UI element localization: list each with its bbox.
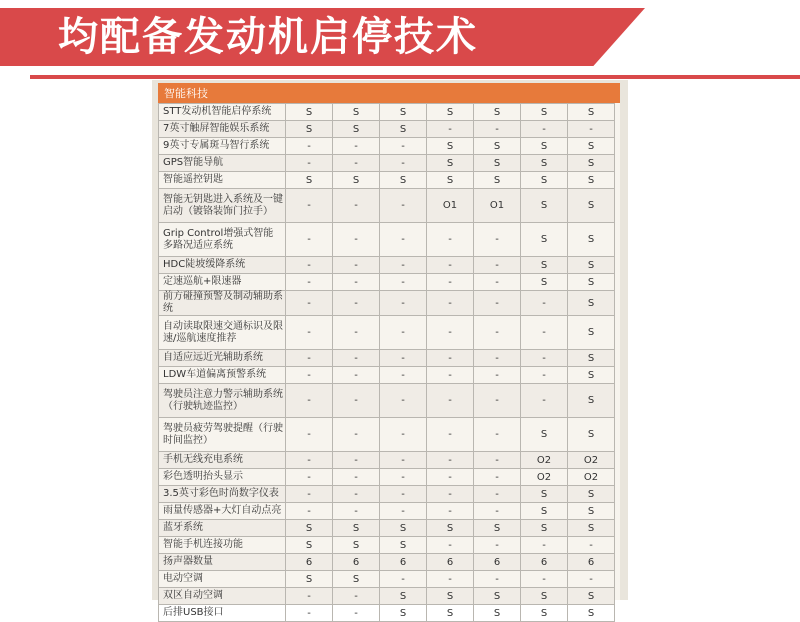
value-cell: - <box>474 503 521 520</box>
value-cell: - <box>380 138 427 155</box>
section-header <box>158 83 620 103</box>
value-cell: - <box>474 121 521 138</box>
table-row <box>159 418 615 452</box>
value-cell: - <box>380 274 427 291</box>
value-cell: - <box>333 138 380 155</box>
value-cell: - <box>427 486 474 503</box>
value-cell: S <box>521 520 568 537</box>
value-cell: - <box>380 452 427 469</box>
value-cell: S <box>568 486 615 503</box>
value-cell: S <box>521 223 568 257</box>
table-row <box>159 537 615 554</box>
feature-label: STT发动机智能启停系统 <box>163 106 272 117</box>
value-cell: - <box>333 486 380 503</box>
value-cell: S <box>568 291 615 316</box>
value-cell: - <box>474 257 521 274</box>
value-cell: - <box>474 274 521 291</box>
feature-label: 自动读取限速交通标识及限速/巡航速度推荐 <box>163 320 283 344</box>
value-cell: - <box>474 223 521 257</box>
value-cell: S <box>286 104 333 121</box>
value-cell: - <box>474 571 521 588</box>
value-cell: S <box>380 537 427 554</box>
feature-cell <box>159 486 286 503</box>
value-cell: - <box>474 486 521 503</box>
value-cell: S <box>521 155 568 172</box>
value-cell: - <box>286 384 333 418</box>
feature-label: 电动空调 <box>163 573 203 584</box>
value-cell: S <box>474 138 521 155</box>
value-cell: - <box>333 274 380 291</box>
table-row <box>159 486 615 503</box>
value-cell: - <box>427 452 474 469</box>
feature-table <box>158 103 615 622</box>
value-cell: S <box>286 571 333 588</box>
feature-label: HDC陡坡缓降系统 <box>163 259 246 270</box>
value-cell: S <box>380 104 427 121</box>
value-cell: - <box>427 367 474 384</box>
value-cell: S <box>427 605 474 622</box>
value-cell: - <box>474 418 521 452</box>
value-cell: - <box>286 316 333 350</box>
feature-label: 双区自动空调 <box>163 590 223 601</box>
value-cell: - <box>380 571 427 588</box>
value-cell: S <box>568 316 615 350</box>
value-cell: - <box>286 469 333 486</box>
value-cell: - <box>474 384 521 418</box>
value-cell: - <box>333 350 380 367</box>
value-cell: - <box>474 316 521 350</box>
value-cell: - <box>380 155 427 172</box>
value-cell: S <box>568 189 615 223</box>
table-row <box>159 588 615 605</box>
feature-cell <box>159 189 286 223</box>
value-cell: - <box>286 605 333 622</box>
value-cell: S <box>427 138 474 155</box>
value-cell: - <box>427 384 474 418</box>
feature-label: 手机无线充电系统 <box>163 454 243 465</box>
value-cell: S <box>474 588 521 605</box>
value-cell: - <box>333 452 380 469</box>
feature-label: LDW车道偏离预警系统 <box>163 369 267 380</box>
feature-label: 前方碰撞预警及制动辅助系统 <box>163 291 283 314</box>
value-cell: - <box>474 469 521 486</box>
value-cell: S <box>286 172 333 189</box>
value-cell: - <box>427 469 474 486</box>
value-cell: - <box>380 469 427 486</box>
value-cell: S <box>568 138 615 155</box>
feature-cell <box>159 274 286 291</box>
value-cell: - <box>286 274 333 291</box>
feature-cell <box>159 121 286 138</box>
value-cell: S <box>568 520 615 537</box>
value-cell: S <box>474 172 521 189</box>
value-cell: S <box>380 121 427 138</box>
feature-cell <box>159 104 286 121</box>
feature-cell <box>159 384 286 418</box>
value-cell: S <box>568 384 615 418</box>
value-cell: S <box>427 588 474 605</box>
value-cell: - <box>333 367 380 384</box>
value-cell: S <box>521 104 568 121</box>
value-cell: - <box>333 223 380 257</box>
feature-label: 蓝牙系统 <box>163 522 203 533</box>
value-cell: 6 <box>380 554 427 571</box>
value-cell: - <box>286 588 333 605</box>
value-cell: S <box>521 418 568 452</box>
value-cell: - <box>474 291 521 316</box>
table-row <box>159 571 615 588</box>
value-cell: - <box>380 503 427 520</box>
feature-label: 自适应远近光辅助系统 <box>163 352 263 363</box>
banner-title: 均配备发动机启停技术 <box>58 14 478 60</box>
feature-label: 智能手机连接功能 <box>163 539 243 550</box>
value-cell: - <box>286 138 333 155</box>
value-cell: - <box>333 291 380 316</box>
value-cell: - <box>333 418 380 452</box>
value-cell: S <box>568 155 615 172</box>
value-cell: 6 <box>286 554 333 571</box>
value-cell: - <box>333 503 380 520</box>
feature-label: GPS智能导航 <box>163 157 224 168</box>
value-cell: S <box>568 418 615 452</box>
value-cell: S <box>427 155 474 172</box>
value-cell: - <box>474 452 521 469</box>
value-cell: - <box>380 418 427 452</box>
feature-label: Grip Control增强式智能多路况适应系统 <box>163 227 274 251</box>
feature-cell <box>159 223 286 257</box>
table-row <box>159 291 615 316</box>
value-cell: S <box>568 588 615 605</box>
value-cell: - <box>521 384 568 418</box>
value-cell: 6 <box>521 554 568 571</box>
feature-cell <box>159 257 286 274</box>
feature-cell <box>159 367 286 384</box>
value-cell: - <box>380 316 427 350</box>
value-cell: S <box>568 223 615 257</box>
feature-label: 智能无钥匙进入系统及一键启动（镀铬装饰门拉手） <box>163 193 283 217</box>
value-cell: S <box>427 104 474 121</box>
value-cell: O1 <box>474 189 521 223</box>
value-cell: - <box>427 274 474 291</box>
table-row <box>159 503 615 520</box>
value-cell: - <box>380 350 427 367</box>
feature-label: 定速巡航+限速器 <box>163 276 242 287</box>
table-row <box>159 520 615 537</box>
value-cell: - <box>521 121 568 138</box>
table-row <box>159 469 615 486</box>
table-row <box>159 155 615 172</box>
value-cell: S <box>286 121 333 138</box>
section-title: 智能科技 <box>164 87 208 100</box>
table-row <box>159 104 615 121</box>
value-cell: S <box>568 274 615 291</box>
feature-cell <box>159 571 286 588</box>
value-cell: O2 <box>521 469 568 486</box>
value-cell: - <box>286 189 333 223</box>
table-row <box>159 172 615 189</box>
value-cell: - <box>521 316 568 350</box>
value-cell: 6 <box>333 554 380 571</box>
value-cell: S <box>286 520 333 537</box>
feature-cell <box>159 469 286 486</box>
value-cell: S <box>521 189 568 223</box>
value-cell: S <box>521 588 568 605</box>
value-cell: - <box>333 384 380 418</box>
feature-label: 智能遥控钥匙 <box>163 174 223 185</box>
value-cell: - <box>286 486 333 503</box>
value-cell: - <box>521 350 568 367</box>
value-cell: S <box>380 605 427 622</box>
value-cell: - <box>427 257 474 274</box>
value-cell: S <box>474 155 521 172</box>
value-cell: S <box>521 503 568 520</box>
value-cell: - <box>286 291 333 316</box>
value-cell: - <box>427 418 474 452</box>
feature-cell <box>159 155 286 172</box>
value-cell: S <box>568 350 615 367</box>
value-cell: 6 <box>474 554 521 571</box>
value-cell: O2 <box>568 452 615 469</box>
feature-cell <box>159 316 286 350</box>
feature-cell <box>159 291 286 316</box>
value-cell: S <box>286 537 333 554</box>
feature-label: 9英寸专属斑马智行系统 <box>163 140 270 151</box>
table-row <box>159 274 615 291</box>
value-cell: - <box>427 121 474 138</box>
value-cell: - <box>333 588 380 605</box>
table-row <box>159 257 615 274</box>
value-cell: S <box>521 172 568 189</box>
value-cell: - <box>521 367 568 384</box>
feature-cell <box>159 605 286 622</box>
value-cell: - <box>427 223 474 257</box>
value-cell: - <box>427 316 474 350</box>
feature-label: 雨量传感器+大灯自动点亮 <box>163 505 282 516</box>
value-cell: - <box>568 571 615 588</box>
value-cell: - <box>286 418 333 452</box>
feature-label: 扬声器数量 <box>163 556 213 567</box>
value-cell: - <box>380 223 427 257</box>
feature-cell <box>159 138 286 155</box>
value-cell: - <box>286 350 333 367</box>
value-cell: - <box>380 291 427 316</box>
feature-cell <box>159 418 286 452</box>
value-cell: S <box>333 520 380 537</box>
table-row <box>159 223 615 257</box>
feature-cell <box>159 554 286 571</box>
value-cell: S <box>474 104 521 121</box>
value-cell: - <box>286 155 333 172</box>
value-cell: - <box>380 486 427 503</box>
feature-cell <box>159 503 286 520</box>
value-cell: - <box>474 537 521 554</box>
value-cell: - <box>427 537 474 554</box>
value-cell: - <box>427 503 474 520</box>
banner-underline <box>30 75 800 79</box>
value-cell: S <box>521 605 568 622</box>
feature-cell <box>159 172 286 189</box>
value-cell: - <box>286 367 333 384</box>
value-cell: - <box>521 291 568 316</box>
value-cell: S <box>521 257 568 274</box>
value-cell: S <box>333 121 380 138</box>
value-cell: S <box>568 257 615 274</box>
value-cell: - <box>333 155 380 172</box>
value-cell: - <box>568 121 615 138</box>
value-cell: S <box>521 138 568 155</box>
value-cell: - <box>474 350 521 367</box>
value-cell: - <box>380 257 427 274</box>
value-cell: S <box>474 605 521 622</box>
value-cell: S <box>568 104 615 121</box>
value-cell: - <box>474 367 521 384</box>
value-cell: - <box>333 605 380 622</box>
feature-cell <box>159 452 286 469</box>
table-row <box>159 367 615 384</box>
feature-label: 3.5英寸彩色时尚数字仪表 <box>163 488 279 499</box>
value-cell: S <box>474 520 521 537</box>
table-row <box>159 605 615 622</box>
value-cell: - <box>521 571 568 588</box>
value-cell: 6 <box>568 554 615 571</box>
value-cell: S <box>333 104 380 121</box>
value-cell: S <box>380 520 427 537</box>
value-cell: S <box>380 172 427 189</box>
table-row <box>159 554 615 571</box>
value-cell: - <box>568 537 615 554</box>
feature-cell <box>159 537 286 554</box>
value-cell: S <box>521 486 568 503</box>
value-cell: - <box>380 367 427 384</box>
feature-cell <box>159 520 286 537</box>
table-row <box>159 189 615 223</box>
value-cell: O2 <box>568 469 615 486</box>
value-cell: - <box>427 350 474 367</box>
feature-label: 后排USB接口 <box>163 607 224 618</box>
value-cell: - <box>427 291 474 316</box>
value-cell: S <box>333 571 380 588</box>
table-row <box>159 452 615 469</box>
value-cell: - <box>521 537 568 554</box>
value-cell: - <box>286 503 333 520</box>
table-row <box>159 121 615 138</box>
value-cell: O2 <box>521 452 568 469</box>
feature-label: 彩色透明抬头显示 <box>163 471 243 482</box>
table-row <box>159 138 615 155</box>
value-cell: S <box>521 274 568 291</box>
table-row <box>159 384 615 418</box>
value-cell: - <box>380 384 427 418</box>
value-cell: - <box>333 189 380 223</box>
value-cell: S <box>568 503 615 520</box>
value-cell: S <box>333 172 380 189</box>
value-cell: - <box>333 316 380 350</box>
value-cell: S <box>427 172 474 189</box>
value-cell: - <box>286 452 333 469</box>
value-cell: - <box>380 189 427 223</box>
feature-label: 驾驶员注意力警示辅助系统（行驶轨迹监控） <box>163 388 283 412</box>
value-cell: - <box>286 257 333 274</box>
value-cell: - <box>427 571 474 588</box>
value-cell: S <box>333 537 380 554</box>
value-cell: S <box>568 172 615 189</box>
table-row <box>159 316 615 350</box>
value-cell: S <box>427 520 474 537</box>
value-cell: S <box>568 367 615 384</box>
table-row <box>159 350 615 367</box>
value-cell: - <box>333 257 380 274</box>
value-cell: - <box>286 223 333 257</box>
spec-sheet <box>158 83 620 619</box>
value-cell: O1 <box>427 189 474 223</box>
value-cell: - <box>333 469 380 486</box>
feature-cell <box>159 588 286 605</box>
feature-label: 7英寸触屏智能娱乐系统 <box>163 123 270 134</box>
value-cell: 6 <box>427 554 474 571</box>
value-cell: S <box>568 605 615 622</box>
value-cell: S <box>380 588 427 605</box>
feature-label: 驾驶员疲劳驾驶提醒（行驶时间监控） <box>163 422 283 446</box>
feature-cell <box>159 350 286 367</box>
